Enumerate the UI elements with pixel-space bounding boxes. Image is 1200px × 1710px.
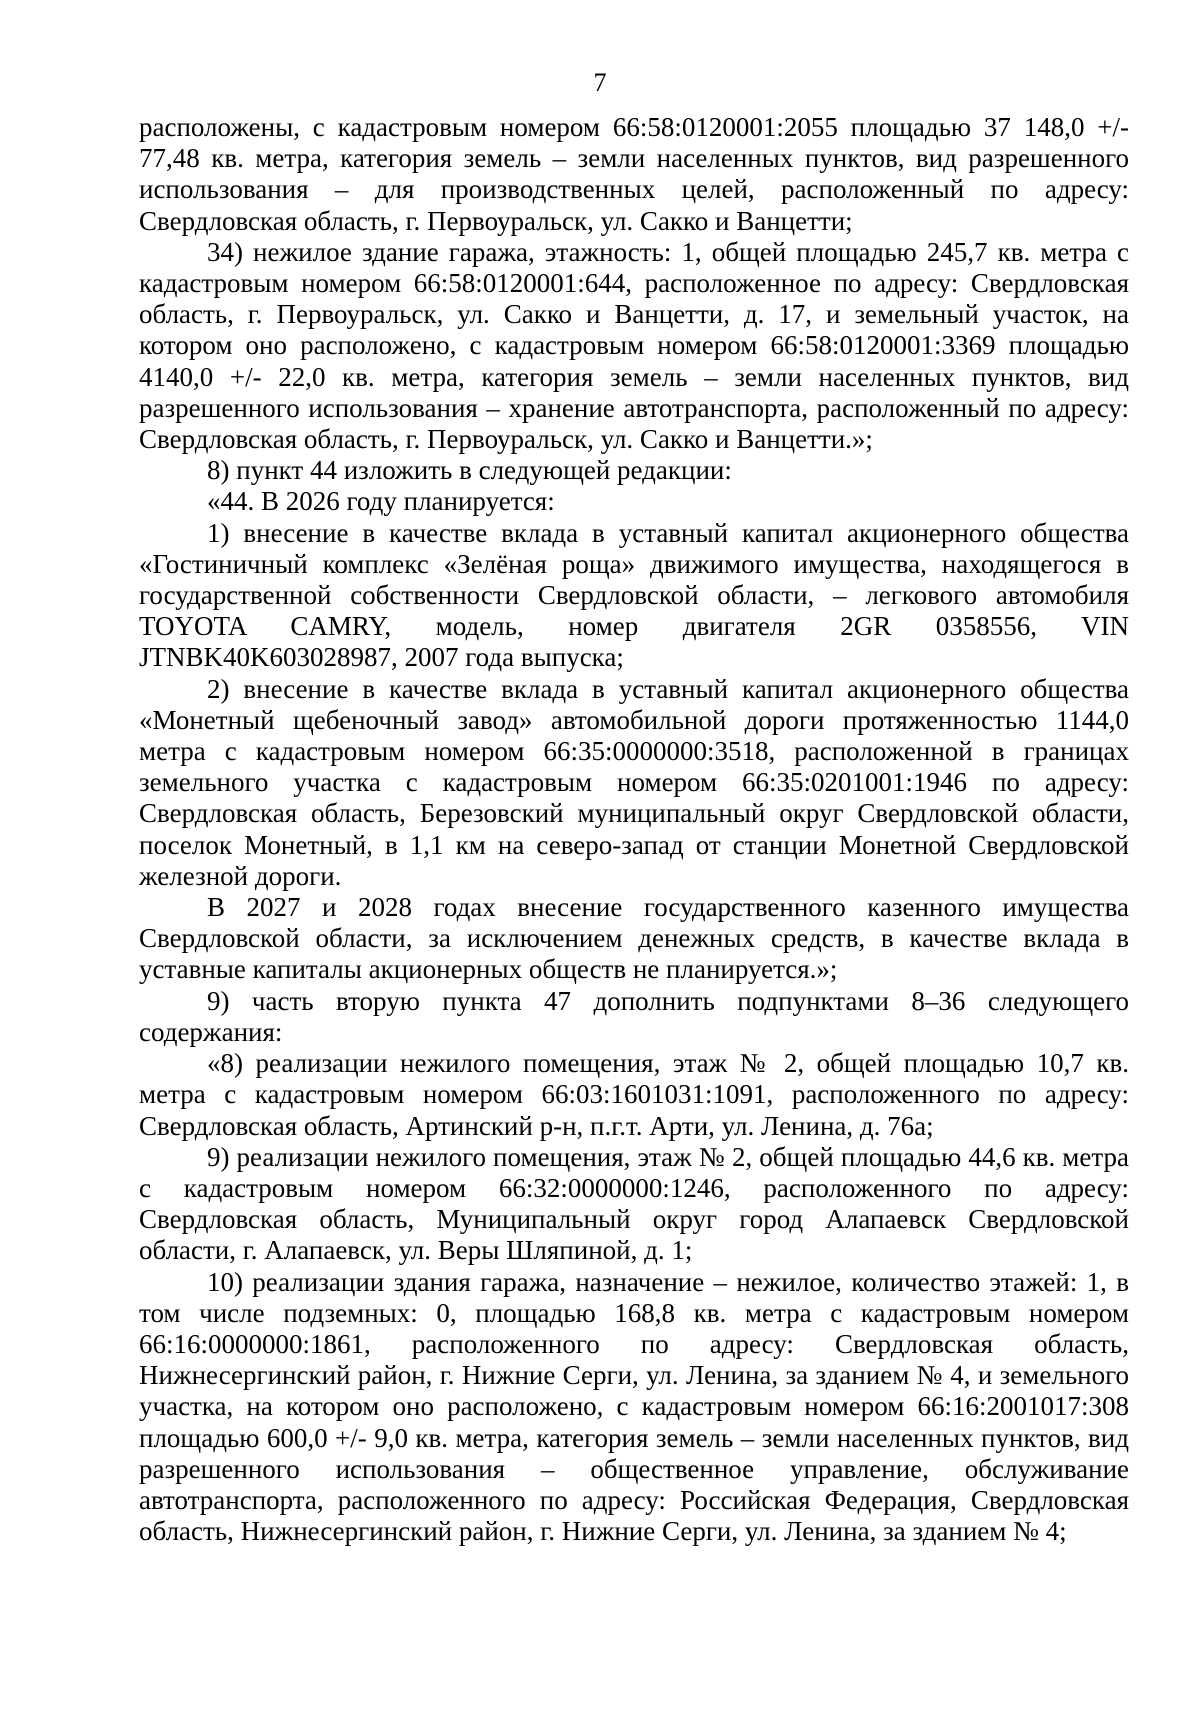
paragraph-clause-44-2027-2028: В 2027 и 2028 годах внесение государственного казенного имущества Свердловской области, за исключением денежных средств, в качестве вклада в уставные капиталы акционерных обществ не планируется.»; [139, 892, 1129, 985]
paragraph-subitem-8: «8) реализации нежилого помещения, этаж № 2, общей площадью 10,7 кв. метра с кадастровым номером 66:03:1601031:1091, расположенного по адресу: Свердловская область, Артинский р-н, п.г.т. Арти, ул. Ленина, д. 76а; [139, 1048, 1129, 1141]
paragraph-clause-44-item-2: 2) внесение в качестве вклада в уставный капитал акционерного общества «Монетный щебеночный завод» автомобильной дороги протяженностью 1144,0 метра с кадастровым номером 66:35:0000000:3518, расположенной в границах земельного участка с кадастровым номером 66:35:0201001:1946 по адресу: Свердловская область, Березовский муниципальный округ Свердловской области, поселок Монетный, в 1,1 км на северо-запад от станции Монетной Свердловской железной дороги. [139, 673, 1129, 891]
page-number: 7 [593, 68, 607, 97]
paragraph-subitem-10: 10) реализации здания гаража, назначение – нежилое, количество этажей: 1, в том числе подземных: 0, площадью 168,8 кв. метра с кадастровым номером 66:16:0000000:1861, расположенного по адресу: Свердловская область, Нижнесергинский район, г. Нижние Серги, ул. Ленина, за зданием № 4, и земельного участка, на котором оно расположено, с кадастровым номером 66:16:2001017:308 площадью 600,0 +/- 9,0 кв. метра, категория земель – земли населенных пунктов, вид разрешенного использования – общественное управление, обслуживание автотранспорта, расположенного по адресу: Российская Федерация, Свердловская область, Нижнесергинский район, г. Нижние Серги, ул. Ленина, за зданием № 4; [139, 1266, 1129, 1547]
paragraph-clause-44-item-1: 1) внесение в качестве вклада в уставный капитал акционерного общества «Гостиничный комплекс «Зелёная роща» движимого имущества, находящегося в государственной собственности Свердловской области, – легкового автомобиля TOYOTA CAMRY, модель, номер двигателя 2GR 0358556, VIN JTNBK40K603028987, 2007 года выпуска; [139, 517, 1129, 673]
paragraph-amendment-8: 8) пункт 44 изложить в следующей редакции: [207, 455, 732, 486]
paragraph-amendment-9: 9) часть вторую пункта 47 дополнить подпунктами 8–36 следующего содержания: [139, 985, 1129, 1047]
paragraph-subitem-9: 9) реализации нежилого помещения, этаж № 2, общей площадью 44,6 кв. метра с кадастровым номером 66:32:0000000:1246, расположенного по адресу: Свердловская область, Муниципальный округ город Алапаевск Свердловской области, г. Алапаевск, ул. Веры Шляпиной, д. 1; [139, 1141, 1129, 1266]
paragraph-clause-44: «44. В 2026 году планируется: [207, 486, 555, 517]
paragraph-continuation: расположены, с кадастровым номером 66:58:0120001:2055 площадью 37 148,0 +/- 77,48 кв. метра, категория земель – земли населенных пунктов, вид разрешенного использования – для производственных целей, расположенный по адресу: Свердловская область, г. Первоуральск, ул. Сакко и Ванцетти; [139, 112, 1129, 236]
paragraph-item-34: 34) нежилое здание гаража, этажность: 1, общей площадью 245,7 кв. метра с кадастровым номером 66:58:0120001:644, расположенное по адресу: Свердловская область, г. Первоуральск, ул. Сакко и Ванцетти, д. 17, и земельный участок, на котором оно расположено, с кадастровым номером 66:58:0120001:3369 площадью 4140,0 +/- 22,0 кв. метра, категория земель – земли населенных пунктов, вид разрешенного использования – хранение автотранспорта, расположенный по адресу: Свердловская область, г. Первоуральск, ул. Сакко и Ванцетти.»; [139, 236, 1129, 455]
document-body [139, 112, 1129, 1547]
